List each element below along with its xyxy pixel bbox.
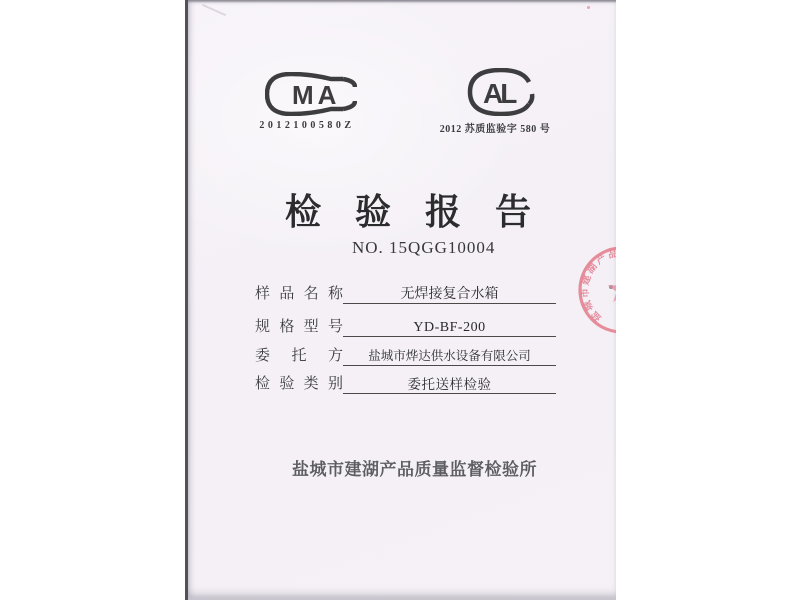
document-paper bbox=[185, 0, 665, 600]
field-underline bbox=[343, 285, 556, 304]
field-label: 样品名称 bbox=[255, 286, 343, 302]
cma-logo-icon bbox=[265, 72, 357, 116]
svg-text:盐城市建湖产品质量监督检验所 bbox=[578, 246, 665, 325]
cal-certificate-number: 2012 苏质监验字 580 号 bbox=[439, 124, 551, 135]
field-underline bbox=[343, 347, 556, 366]
field-underline bbox=[343, 318, 556, 337]
cal-letters: AL bbox=[483, 78, 515, 109]
cal-logo-icon bbox=[467, 68, 535, 116]
report-number: NO. 15QGG10004 bbox=[352, 238, 496, 257]
cma-certificate-number: 2012100580Z bbox=[259, 120, 355, 131]
paper-bottom-edge bbox=[188, 594, 616, 600]
field-value: 无焊接复合水箱 bbox=[400, 287, 499, 302]
cma-mark bbox=[265, 72, 357, 121]
field-value: 委托送样检验 bbox=[407, 377, 492, 392]
cma-letters: MA bbox=[292, 80, 341, 110]
paper-crease-line bbox=[202, 4, 227, 16]
seal-star bbox=[608, 275, 616, 302]
cal-mark bbox=[467, 68, 535, 121]
field-label: 委托方 bbox=[255, 348, 343, 364]
issuer-name: 盐城市建湖产品质量监督检验所 bbox=[292, 460, 537, 479]
field-label: 检验类别 bbox=[255, 376, 343, 392]
field-row-spec-model bbox=[255, 318, 556, 337]
paper-top-edge bbox=[188, 0, 616, 3]
field-label: 规格型号 bbox=[255, 319, 343, 335]
report-title: 检验报告 bbox=[285, 191, 566, 232]
ink-speck bbox=[587, 6, 590, 9]
seal-ring-text: 盐城市建湖产品质量监督检验所 bbox=[579, 247, 665, 324]
field-row-sample-name bbox=[255, 285, 556, 304]
field-value: 盐城市烨达供水设备有限公司 bbox=[368, 349, 531, 363]
inspection-seal-stamp bbox=[572, 240, 665, 340]
field-underline bbox=[343, 375, 556, 394]
field-row-inspection-type bbox=[255, 375, 556, 394]
field-value: YD-BF-200 bbox=[413, 320, 486, 335]
field-row-client bbox=[255, 347, 556, 366]
